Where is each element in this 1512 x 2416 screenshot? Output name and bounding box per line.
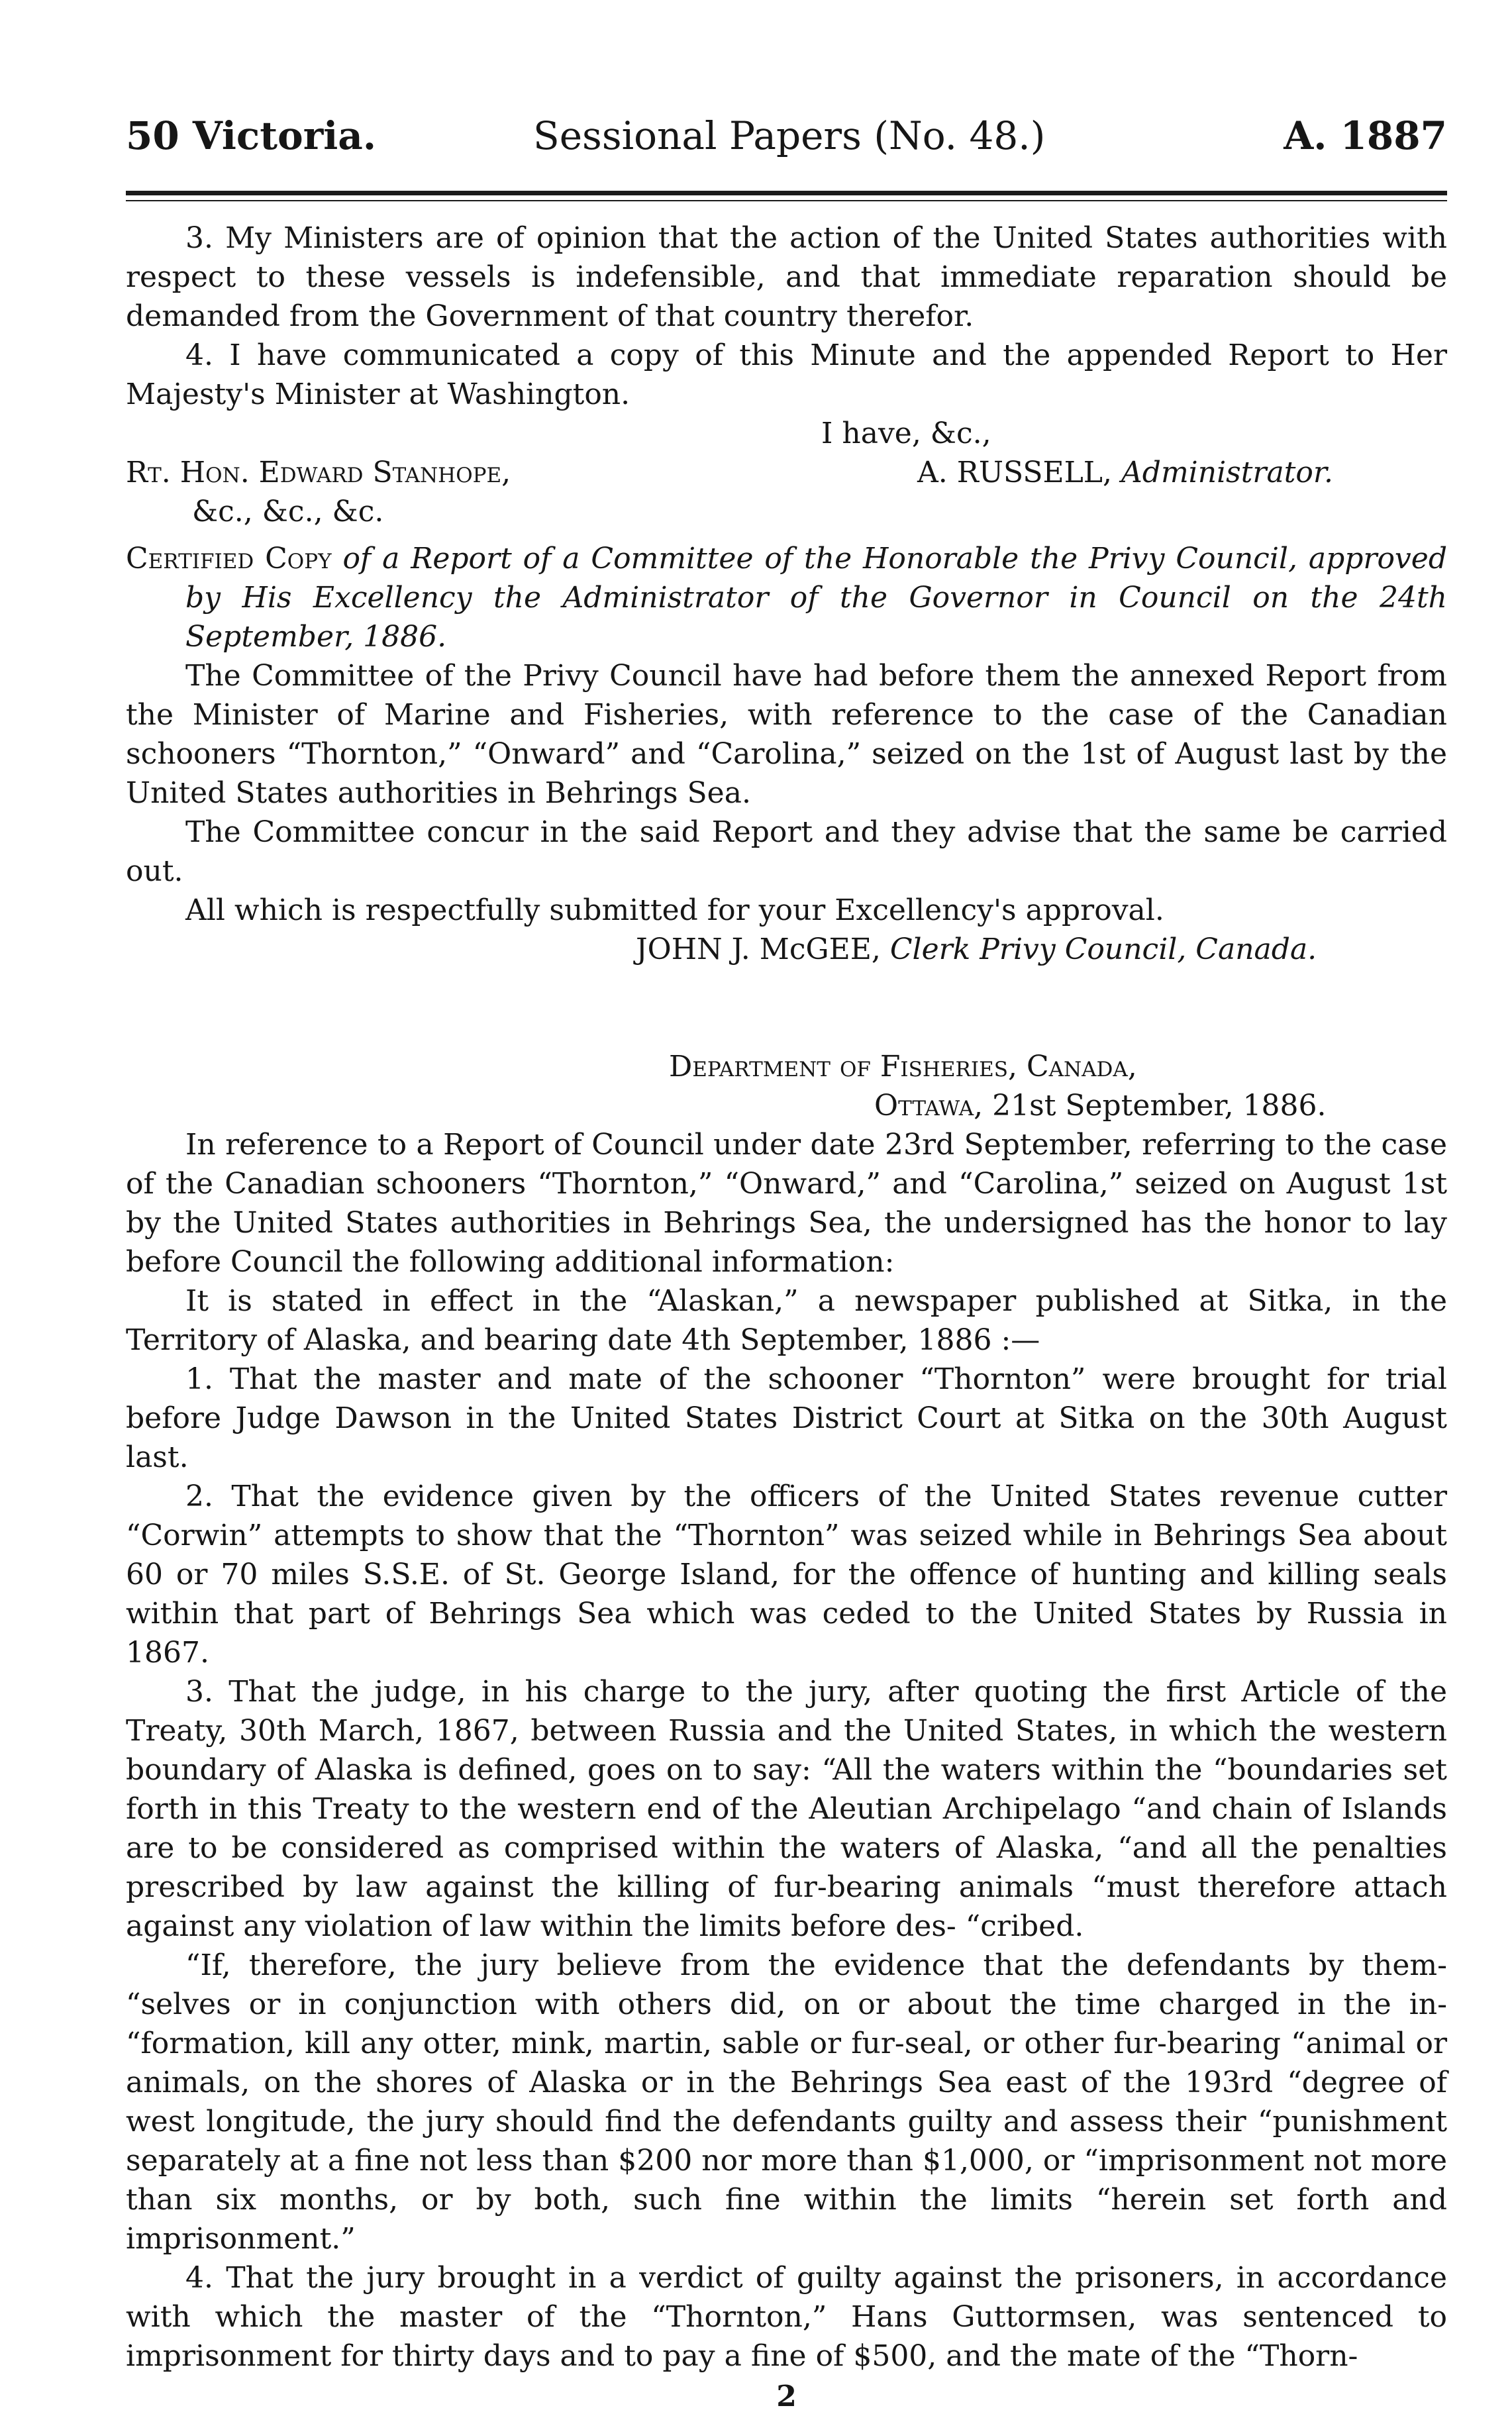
item-1: 1. That the master and mate of the schooner “Thornton” were brought for trial before Judge Dawson in the United States District Court at Sitka on the 30th August last. bbox=[126, 1362, 1447, 1474]
closing-i-have: I have, &c., bbox=[821, 417, 991, 450]
page-header bbox=[126, 106, 1447, 166]
committee-paragraph-2: The Committee concur in the said Report and they advise that the same be carried out. bbox=[126, 815, 1447, 888]
page-number: 2 bbox=[776, 2380, 797, 2413]
header-rule-thin bbox=[126, 200, 1447, 201]
item-3: 3. That the judge, in his charge to the jury, after quoting the first Article of the Treaty, 30th March, 1867, between Russia and the United States, in which the western boundary of Alaska is defined, goes on to say: “All the waters within the “boundaries set forth in this Treaty to the western end of the Aleutian Archipelago “and chain of Islands are to be considered as comprised within the waters of Alaska, “and all the penalties prescribed by law against the killing of fur-bearing animals “must therefore attach against any violation of law within the limits before des- “cribed. bbox=[126, 1675, 1447, 1943]
department-date: 21st September, 1886. bbox=[992, 1089, 1327, 1123]
document-body bbox=[126, 219, 1447, 2416]
header-rule-thick bbox=[126, 191, 1447, 195]
certified-copy-heading bbox=[126, 539, 1447, 656]
paragraph-3: 3. My Ministers are of opinion that the action of the United States authorities with respect to these vessels is indefensible, and that immediate reparation should be demanded from the Government of that country therefor. bbox=[126, 221, 1447, 333]
certified-text: of a Report of a Committee of the Honorable the Privy Council, approved by His Excellency the Administrator of the Governor in Council on the 24th September, 1886. bbox=[185, 542, 1447, 654]
addressee-etc: &c., &c., &c. bbox=[192, 495, 384, 528]
addressee: Rt. Hon. Edward Stanhope, bbox=[126, 456, 511, 489]
item-2: 2. That the evidence given by the officers of the United States revenue cutter “Corwin” attempts to show that the “Thornton” was seized while in Behrings Sea about 60 or 70 miles S.S.E. of St. George Island, for the offence of hunting and killing seals within that part of Behrings Sea which was ceded to the United States by Russia in 1867. bbox=[126, 1480, 1447, 1670]
header-year: A. 1887 bbox=[1284, 113, 1447, 158]
header-volume: 50 Victoria. bbox=[126, 113, 377, 158]
clerk-title: Clerk Privy Council, Canada. bbox=[889, 932, 1317, 966]
certified-lead: Certified Copy bbox=[126, 542, 332, 576]
signer-name: A. RUSSELL, bbox=[917, 456, 1113, 489]
paragraph-4: 4. I have communicated a copy of this Minute and the appended Report to Her Majesty's Minister at Washington. bbox=[126, 338, 1447, 411]
reference-paragraph: In reference to a Report of Council under date 23rd September, referring to the case of the Canadian schooners “Thornton,” “Onward,” and “Carolina,” seized on August 1st by the United States authorities in Behrings Sea, the undersigned has the honor to lay before Council the following additional information: bbox=[126, 1128, 1447, 1279]
item-4: 4. That the jury brought in a verdict of guilty against the prisoners, in accordance with which the master of the “Thornton,” Hans Guttormsen, was sentenced to imprisonment for thirty days and to pay a fine of $500, and the mate of the “Thorn- bbox=[126, 2261, 1447, 2373]
judge-quote: “If, therefore, the jury believe from the evidence that the defendants by them- “selves or in conjunction with others did, on or about the time charged in the in- “formation, kill any otter, mink, martin, sable or fur-seal, or other fur-bearing “animal or animals, on the shores of Alaska or in the Behrings Sea east of the 193rd “degree of west longitude, the jury should find the defendants guilty and assess their “punishment separately at a fine not less than $200 nor more than $1,000, or “imprisonment not more than six months, or by both, such fine within the limits “herein set forth and imprisonment.” bbox=[126, 1948, 1447, 2256]
signer bbox=[917, 453, 1333, 492]
header-title: Sessional Papers (No. 48.) bbox=[533, 113, 1046, 158]
department-heading: Department of Fisheries, Canada, bbox=[669, 1050, 1137, 1083]
department-place-date bbox=[126, 1086, 1447, 1125]
stated-paragraph: It is stated in effect in the “Alaskan,” a newspaper published at Sitka, in the Territory of Alaska, and bearing date 4th September, 1886 :— bbox=[126, 1284, 1447, 1357]
signer-title: Administrator. bbox=[1121, 456, 1334, 489]
committee-paragraph-1: The Committee of the Privy Council have had before them the annexed Report from the Minister of Marine and Fisheries, with reference to the case of the Canadian schooners “Thornton,” “Onward” and “Carolina,” seized on the 1st of August last by the United States authorities in Behrings Sea. bbox=[126, 659, 1447, 810]
signature-line bbox=[126, 453, 1447, 492]
clerk-name: JOHN J. McGEE, bbox=[636, 932, 881, 966]
department-place: Ottawa, bbox=[874, 1089, 983, 1123]
clerk-signature bbox=[126, 930, 1447, 969]
committee-paragraph-3: All which is respectfully submitted for your Excellency's approval. bbox=[185, 893, 1164, 927]
